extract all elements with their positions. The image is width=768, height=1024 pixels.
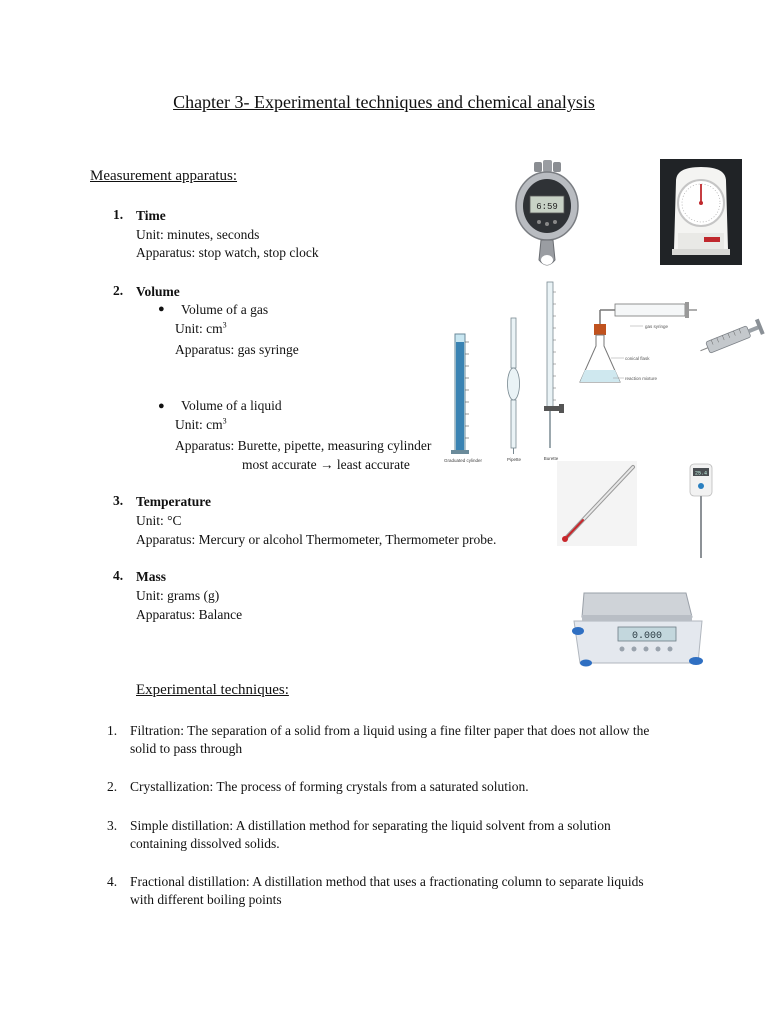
balance-image [570,583,706,675]
svg-text:Graduated cylinder: Graduated cylinder [443,458,483,463]
liquid-unit: Unit: $cm^3$ [175,416,227,432]
page-title: Chapter 3- Experimental techniques and chemical analysis [173,92,595,112]
item-number-mass: 4. [113,568,124,583]
mass-apparatus: Apparatus: Balance [136,607,243,622]
techniques-heading: Experimental techniques: [136,682,289,698]
technique-number: 3. [107,818,118,833]
svg-text:conical flask: conical flask [625,356,650,361]
svg-text:6:59: 6:59 [536,202,558,212]
time-apparatus: Apparatus: stop watch, stop clock [136,245,319,260]
temperature-unit: Unit: °C [136,513,182,528]
svg-text:reaction mixture: reaction mixture [625,376,658,381]
svg-text:Burette: Burette [543,456,559,461]
thermometer-probe-image [684,462,720,562]
time-unit: Unit: minutes, seconds [136,227,260,242]
liquid-accuracy-order: most accurate → least accurate [242,457,410,472]
technique-crystallization: Crystallization: The process of forming crystals from a saturated solution. [130,779,529,794]
mass-unit: Unit: grams (g) [136,588,220,603]
item-number-temperature: 3. [113,493,124,508]
svg-text:25.4: 25.4 [694,470,708,477]
measurement-heading: Measurement apparatus: [90,168,238,184]
item-name-volume: Volume [136,284,180,299]
liquid-label: Volume of a liquid [181,398,282,413]
gas-label: Volume of a gas [181,302,269,317]
technique-number: 2. [107,779,118,794]
technique-filtration: Filtration: The separation of a solid from a liquid using a fine filter paper that does not allow the solid to pass through [130,723,650,756]
stop-clock-image [660,159,742,265]
item-name-time: Time [136,208,166,223]
item-name-mass: Mass [136,569,166,584]
gas-unit: Unit: $cm^3$ [175,320,227,336]
technique-simple-distillation: Simple distillation: A distillation method for separating the liquid solvent from a solution containing dissolved solids. [130,818,611,851]
bullet-liquid: ● [158,400,165,412]
gas-apparatus: Apparatus: gas syringe [175,342,299,357]
item-name-temperature: Temperature [136,494,211,509]
pipette-image [500,316,528,466]
liquid-apparatus: Apparatus: Burette, pipette, measuring cylinder [175,438,432,453]
stopwatch-image [512,160,582,272]
burette-image [536,280,566,465]
svg-text:gas syringe: gas syringe [645,324,669,329]
svg-text:0.000: 0.000 [631,631,663,642]
thermometer-image [557,461,637,546]
technique-number: 4. [107,874,118,889]
bullet-gas: ● [158,303,165,315]
graduated-cylinder-image [443,330,483,472]
svg-text:Pipette: Pipette [506,457,522,462]
item-number-time: 1. [113,207,124,222]
syringe-image [696,318,768,358]
technique-fractional-distillation: Fractional distillation: A distillation method that uses a fractionating column to separate liquids with different boiling points [130,874,644,907]
temperature-apparatus: Apparatus: Mercury or alcohol Thermometer, Thermometer probe. [136,532,497,547]
gas-syringe-apparatus-image [575,298,700,390]
technique-number: 1. [107,723,118,738]
item-number-volume: 2. [113,283,124,298]
